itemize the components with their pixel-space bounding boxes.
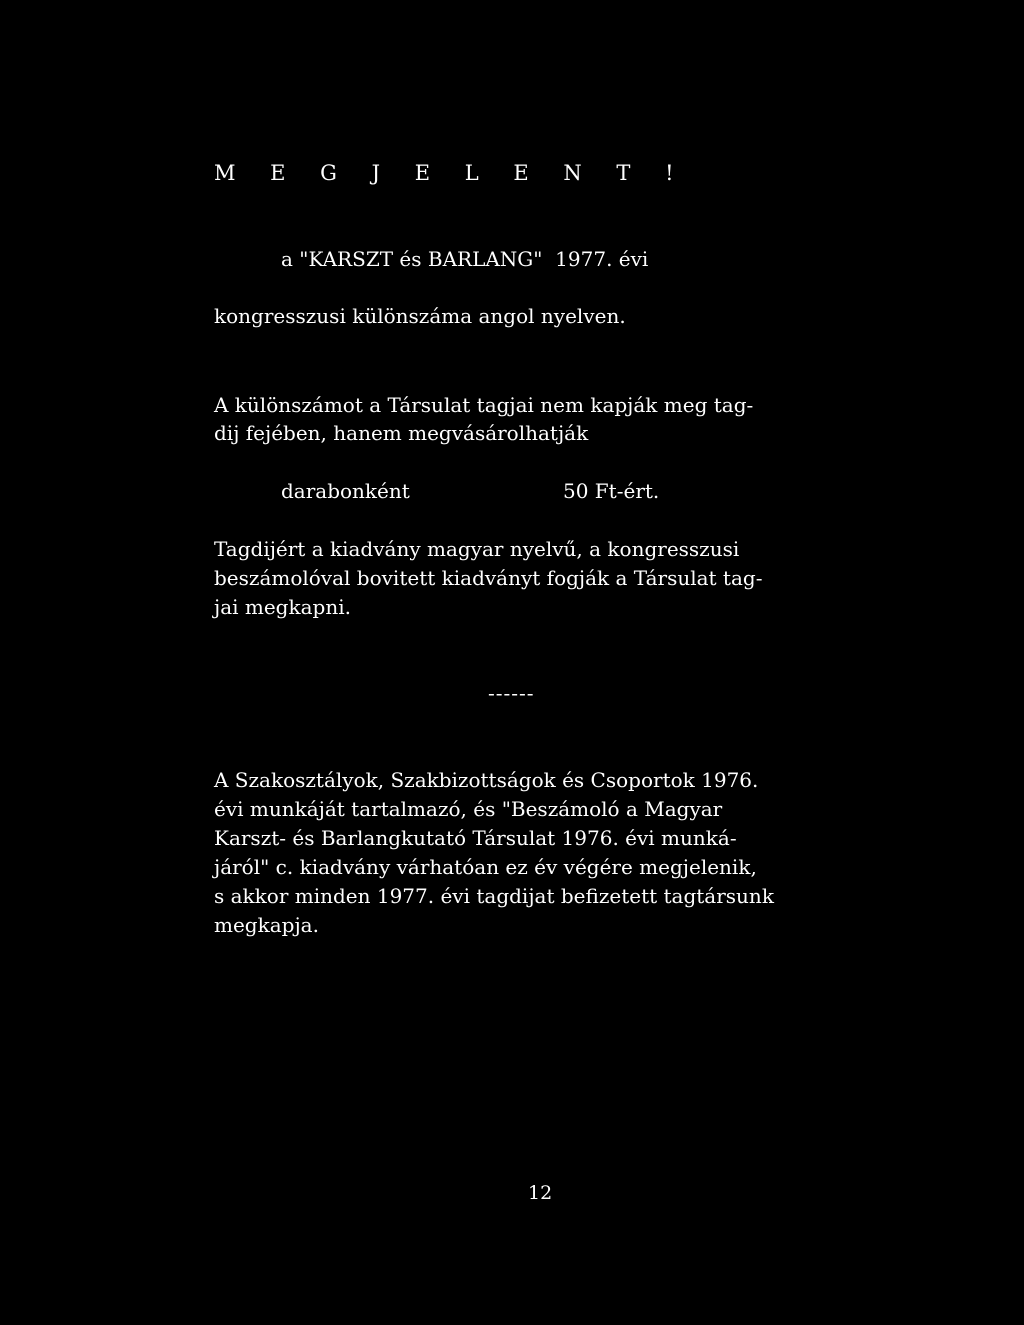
page-heading: M E G J E L E N T ! bbox=[214, 161, 688, 185]
members-line-3: jai megkapni. bbox=[214, 595, 351, 619]
report-line-3: Karszt- és Barlangkutató Társulat 1976. évi munká- bbox=[214, 826, 737, 850]
announcement-line-2: kongresszusi különszáma angol nyelven. bbox=[214, 304, 626, 328]
report-line-1: A Szakosztályok, Szakbizottságok és Csoportok 1976. bbox=[214, 768, 759, 792]
report-line-6: megkapja. bbox=[214, 913, 319, 937]
price-value: 50 Ft-ért. bbox=[563, 479, 660, 503]
purchase-line-1: A különszámot a Társulat tagjai nem kapják meg tag- bbox=[214, 393, 754, 417]
members-line-1: Tagdijért a kiadvány magyar nyelvű, a kongresszusi bbox=[214, 537, 740, 561]
members-line-2: beszámolóval bovitett kiadványt fogják a Társulat tag- bbox=[214, 566, 763, 590]
announcement-line-1: a "KARSZT és BARLANG" 1977. évi bbox=[281, 247, 649, 271]
section-separator: ------ bbox=[488, 681, 535, 705]
page-number: 12 bbox=[528, 1182, 553, 1204]
purchase-line-2: dij fejében, hanem megvásárolhatják bbox=[214, 421, 589, 445]
report-line-4: járól" c. kiadvány várhatóan ez év végére megjelenik, bbox=[214, 855, 757, 879]
price-label: darabonként bbox=[281, 479, 410, 503]
report-line-2: évi munkáját tartalmazó, és "Beszámoló a Magyar bbox=[214, 797, 723, 821]
report-line-5: s akkor minden 1977. évi tagdijat befizetett tagtársunk bbox=[214, 884, 774, 908]
